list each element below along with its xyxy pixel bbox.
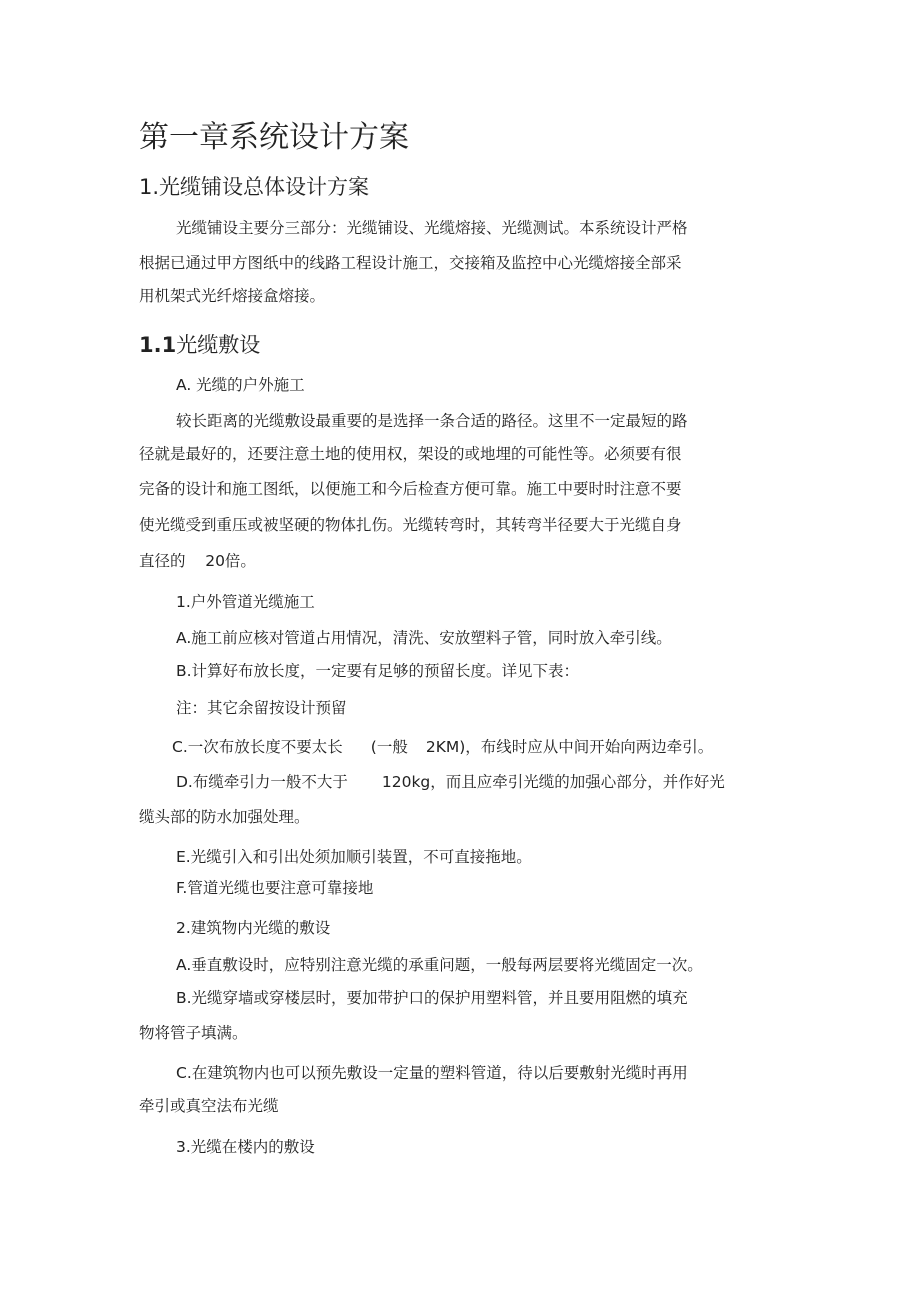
pipe-item-a: A.施工前应核对管道占用情况，清洗、安放塑料子管，同时放入牵引线。 [176,629,672,647]
pipe-item-d-part-1: D.布缆牵引力一般不大于 [176,773,348,791]
intro-line-3: 用机架式光纤熔接盒熔接。 [139,287,326,305]
pipe-item-f: F.管道光缆也要注意可靠接地 [176,879,374,897]
outdoor-para-line-5: 直径的 20倍。 [139,552,256,570]
outdoor-para-line-1: 较长距离的光缆敷设最重要的是选择一条合适的路径。这里不一定最短的路 [176,412,688,430]
building-heading: 2.建筑物内光缆的敷设 [176,919,331,937]
pipe-item-c-part-1: C.一次布放长度不要太长 [172,738,343,756]
pipe-item-d [176,772,725,792]
outdoor-para-line-2: 径就是最好的，还要注意土地的使用权，架设的或地埋的可能性等。必须要有很 [139,445,682,463]
building-item-b: B.光缆穿墙或穿楼层时，要加带护口的保护用塑料管，并且要用阻燃的填充 [176,989,688,1007]
chapter-title: 第一章系统设计方案 [139,120,409,155]
building-item-c: C.在建筑物内也可以预先敷设一定量的塑料管道，待以后要敷射光缆时再用 [176,1064,688,1082]
pipe-item-c-part-3: 2KM)，布线时应从中间开始向两边牵引。 [425,738,714,756]
intro-line-1: 光缆铺设主要分三部分：光缆铺设、光缆熔接、光缆测试。本系统设计严格 [176,219,688,237]
intro-line-2: 根据已通过甲方图纸中的线路工程设计施工，交接箱及监控中心光缆熔接全部采 [139,254,682,272]
subsection-number: 1.1 [139,333,177,357]
outdoor-para-line-3: 完备的设计和施工图纸，以便施工和今后检查方便可靠。施工中要时时注意不要 [139,480,682,498]
building-item-c-cont: 牵引或真空法布光缆 [139,1097,279,1115]
outdoor-heading: A. 光缆的户外施工 [176,376,305,394]
building-item-a: A.垂直敷设时，应特别注意光缆的承重问题，一般每两层要将光缆固定一次。 [176,956,703,974]
pipe-note: 注：其它余留按设计预留 [176,699,347,717]
subsection-heading [139,330,260,360]
pipe-item-c-part-2: (一般 [370,738,408,756]
pipe-item-d-cont: 缆头部的防水加强处理。 [139,808,310,826]
pipe-item-e: E.光缆引入和引出处须加顺引装置，不可直接拖地。 [176,848,532,866]
subsection-title: 光缆敷设 [176,333,261,357]
floor-heading: 3.光缆在楼内的敷设 [176,1138,315,1156]
outdoor-para-line-4: 使光缆受到重压或被坚硬的物体扎伤。光缆转弯时，其转弯半径要大于光缆自身 [139,516,682,534]
section-title: 1.光缆铺设总体设计方案 [139,175,370,199]
building-item-b-cont: 物将管子填满。 [139,1024,248,1042]
pipe-heading: 1.户外管道光缆施工 [176,593,315,611]
pipe-item-c [172,737,713,757]
pipe-item-d-part-2: 120kg，而且应牵引光缆的加强心部分，并作好光 [381,773,725,791]
pipe-item-b: B.计算好布放长度，一定要有足够的预留长度。详见下表： [176,662,580,680]
